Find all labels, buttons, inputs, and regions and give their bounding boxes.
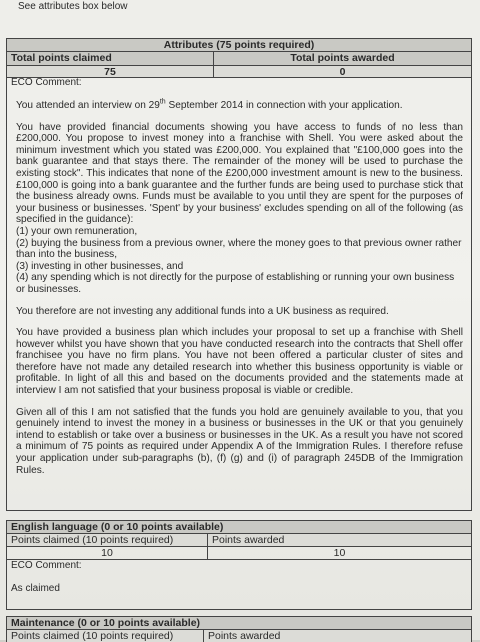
english-claimed-value: 10 — [101, 547, 113, 559]
attributes-comment-box — [6, 75, 472, 511]
attributes-title: Attributes (75 points required) — [163, 39, 315, 51]
english-claimed-label: Points claimed (10 points required) — [11, 534, 174, 546]
top-note: See attributes box below — [18, 1, 128, 12]
attributes-awarded-label: Total points awarded — [213, 52, 471, 65]
maintenance-awarded-label: Points awarded — [203, 630, 471, 642]
english-table — [6, 520, 472, 560]
english-comment: As claimed — [11, 583, 60, 594]
exclusions-list — [16, 226, 463, 296]
english-awarded-label: Points awarded — [207, 534, 471, 546]
list-item: (1) your own remuneration, — [16, 225, 138, 237]
maintenance-table — [6, 616, 472, 642]
english-comment-box — [6, 558, 472, 610]
attributes-claimed-value: 75 — [104, 66, 116, 78]
list-item: (2) buying the business from a previous owner, where the money goes to that previous owner rather than into the business, — [16, 237, 462, 261]
paragraph-interview: You attended an interview on 29th September 2014 in connection with your application. — [16, 98, 403, 111]
attributes-claimed-label: Total points claimed — [11, 52, 112, 64]
attributes-eco-comment-label: ECO Comment: — [11, 77, 82, 88]
english-eco-comment-label: ECO Comment: — [11, 560, 82, 571]
english-awarded-value: 10 — [207, 547, 471, 559]
maintenance-title: Maintenance (0 or 10 points available) — [11, 617, 201, 629]
attributes-awarded-value: 0 — [213, 66, 471, 77]
maintenance-claimed-label: Points claimed (10 points required) — [11, 630, 174, 642]
english-title: English language (0 or 10 points available) — [11, 521, 224, 533]
paragraph-conclusion-funds: You therefore are not investing any additional funds into a UK business as required. — [16, 305, 389, 317]
list-item: (4) any spending which is not directly for the purpose of establishing or running your own business or businesses. — [16, 272, 455, 295]
attributes-table — [6, 38, 472, 78]
list-item: (3) investing in other businesses, and — [16, 260, 184, 272]
paragraph-funds: You have provided financial documents showing you have access to funds of no less than £200,000. You propose to invest money into a franchise with Shell. You were asked about the minimum investment which you stated was £200,000. You explained that "£100,000 goes into the bank guarantee and that stays there. The remainder of the money will be used to purchase the existing stock". This indicates that none of the £200,000 investment amount is new to the business. £100,000 is going into a bank guarantee and the further funds are being used to purchase stick that the business already owns. Funds must be available to you until they are spent for the purposes of your business or businesses. 'Spent' by your business' excludes spending on all of the following (as specified in the guidance): — [16, 121, 463, 226]
paragraph-refusal: Given all of this I am not satisfied that the funds you hold are genuinely available to you, that you genuinely intend to invest the money in a business or businesses in the UK or that you genuinely intend to establish or take over a business or businesses in the UK. As a result you have not scored a minimum of 75 points as required under Appendix A of the Immigration Rules. I therefore refuse your application under sub-paragraphs (b), (f) (g) and (i) of paragraph 245DB of the Immigration Rules. — [16, 406, 463, 476]
paragraph-business-plan: You have provided a business plan which includes your proposal to set up a franchise with Shell however whilst you have shown that you have conducted research into the contracts that Shell offer franchisee you have no firm plans. You have not been offered a particular cluster of sites and therefore have not made any detailed research into whether this business opportunity is viable or profitable. In light of all this and based on the documents provided and the statements made at interview I am not satisfied that your business proposal is viable or credible. — [16, 327, 463, 397]
